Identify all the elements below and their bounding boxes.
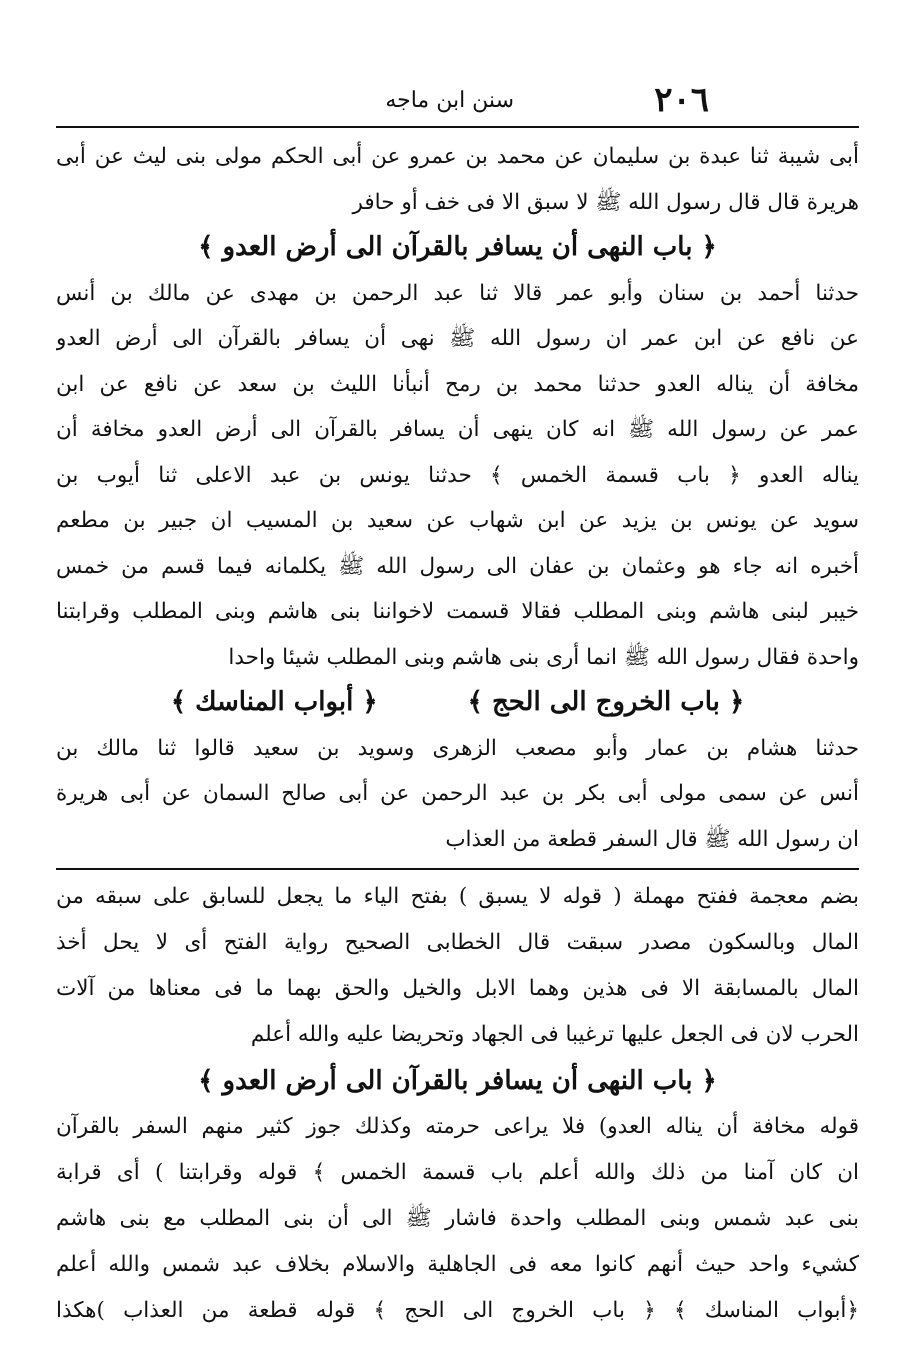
text-line: أبى شيبة ثنا عبدة بن سليمان عن محمد بن عمرو عن أبى الحكم مولى بنى ليث عن أبى xyxy=(56,144,859,169)
text-line: ان رسول الله ﷺ قال السفر قطعة من العذاب xyxy=(445,826,859,852)
main-text xyxy=(56,134,859,862)
page-number: ٢٠٦ xyxy=(654,80,709,120)
text-line: حدثنا أحمد بن سنان وأبو عمر قالا ثنا عبد الرحمن بن مهدى عن مالك بن أنس xyxy=(56,280,859,306)
note-heading: ﴿ باب النهى أن يسافر بالقرآن الى أرض العدو ﴾ xyxy=(198,1066,717,1096)
note-line: المال وبالسكون مصدر سبقت قال الخطابى الصحيح رواية الفتح أى لا يحل أخذ xyxy=(56,930,859,955)
text-line: حدثنا هشام بن عمار وأبو مصعب الزهرى وسويد بن سعيد قالوا ثنا مالك بن xyxy=(56,735,859,761)
note-line: بضم معجمة ففتح مهملة ( قوله لا يسبق ) بفتح الياء ما يجعل للسابق على سبقه من xyxy=(56,884,859,909)
text-line: يناله العدو ﴿ باب قسمة الخمس ﴾ حدثنا يونس بن عبد الاعلى ثنا أيوب بن xyxy=(56,462,859,488)
text-line: هريرة قال قال رسول الله ﷺ لا سبق الا فى خف أو حافر xyxy=(352,189,859,215)
text-line: عمر عن رسول الله ﷺ انه كان ينهى أن يسافر بالقرآن الى أرض العدو مخافة أن xyxy=(56,417,859,442)
note-line: كشيء واحد حيث أنهم كانوا معه فى الجاهلية والاسلام بخلاف عبد شمس والله أعلم xyxy=(56,1252,859,1277)
commentary-text xyxy=(56,874,859,1334)
text-line: مخافة أن يناله العدو حدثنا محمد بن رمح أنبأنا الليث بن سعد عن نافع عن ابن xyxy=(56,371,859,397)
section-headings xyxy=(56,680,859,726)
text-line: سويد عن يونس بن يزيد عن ابن شهاب عن سعيد بن المسيب ان جبير بن مطعم xyxy=(56,508,859,533)
section-heading-khuruj: ﴿ باب الخروج الى الحج ﴾ xyxy=(467,687,745,717)
page-header xyxy=(56,78,859,126)
text-line: واحدة فقال رسول الله ﷺ انما أرى بنى هاشم وبنى المطلب شيئا واحدا xyxy=(228,644,859,670)
header-rule xyxy=(56,126,859,128)
note-line: ان كان آمنا من ذلك والله أعلم باب قسمة الخمس ﴾ قوله وقرابتنا ) أى قرابة xyxy=(56,1160,859,1185)
chapter-heading: ﴿ باب النهى أن يسافر بالقرآن الى أرض العدو ﴾ xyxy=(198,232,717,262)
note-line: المال بالمسابقة الا فى هذين وهما الابل والخيل والحق بهما ما فى معناها من آلات xyxy=(56,976,859,1001)
note-line: بنى عبد شمس وبنى المطلب واحدة فاشار ﷺ الى أن بنى المطلب مع بنى هاشم xyxy=(56,1206,859,1231)
text-line: عن نافع عن ابن عمر ان رسول الله ﷺ نهى أن يسافر بالقرآن الى أرض العدو xyxy=(56,326,859,351)
note-line: قوله مخافة أن يناله العدو) فلا يراعى حرمته وكذلك جوز كثير منهم السفر بالقرآن xyxy=(56,1114,859,1139)
section-heading-manasik: ﴿ أبواب المناسك ﴾ xyxy=(170,687,378,717)
text-line: أنس عن سمى مولى أبى بكر بن عبد الرحمن عن أبى صالح السمان عن أبى هريرة xyxy=(56,781,859,806)
running-title: سنن ابن ماجه xyxy=(385,88,514,113)
note-line: ﴿أبواب المناسك ﴾ ﴿ باب الخروج الى الحج ﴾ قوله قطعة من العذاب )هكذا xyxy=(56,1298,859,1323)
note-line: الحرب لان فى الجعل عليها ترغيبا فى الجهاد وتحريضا عليه والله أعلم xyxy=(250,1022,859,1047)
footnote-rule xyxy=(56,868,859,870)
text-line: خيبر لبنى هاشم وبنى المطلب فقالا قسمت لاخواننا بنى هاشم وبنى المطلب وقرابتنا xyxy=(56,599,859,624)
text-line: أخبره انه جاء هو وعثمان بن عفان الى رسول الله ﷺ يكلمانه فيما قسم من خمس xyxy=(56,553,859,579)
